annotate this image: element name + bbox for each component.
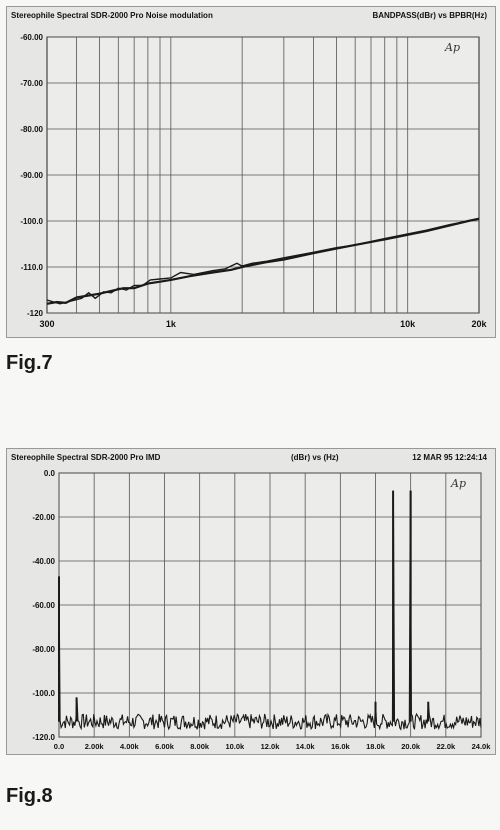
x-tick-label: 24.0k [471,742,491,751]
x-tick-label: 16.0k [330,742,350,751]
y-tick-label: -100.0 [32,689,55,698]
imd-chart-svg [32,469,491,751]
chart-title: Stereophile Spectral SDR-2000 Pro IMD [11,453,161,462]
x-tick-label: 0.0 [53,742,65,751]
y-tick-label: -80.00 [32,645,55,654]
plot-area [32,469,491,751]
x-tick-label: 14.0k [295,742,315,751]
chart-header [11,451,491,465]
noise-modulation-chart-svg [20,33,487,329]
x-tick-label: 18.0k [366,742,385,751]
chart-title: Stereophile Spectral SDR-2000 Pro Noise modulation [11,11,213,20]
audio-precision-logo: Ap [445,41,460,54]
figure-8-imd [6,448,496,755]
y-tick-label: -110.0 [20,263,43,272]
x-tick-label: 2.00k [84,742,104,751]
y-tick-label: -60.00 [20,33,43,42]
y-tick-label: -20.00 [32,513,55,522]
x-tick-label: 10.0k [225,742,245,751]
x-tick-label: 20.0k [401,742,421,751]
x-tick-label: 8.00k [190,742,210,751]
x-tick-label: 4.00k [119,742,139,751]
x-tick-label: 6.00k [155,742,174,751]
y-tick-label: -90.00 [20,171,43,180]
chart-axes-descriptor: (dBr) vs (Hz) [291,453,339,462]
x-tick-label: 12.0k [260,742,280,751]
y-tick-label: -120 [26,309,43,318]
x-tick-label: 10k [400,319,416,329]
y-tick-label: -100.0 [20,217,43,226]
x-tick-label: 20k [471,319,487,329]
chart-timestamp: 12 MAR 95 12:24:14 [412,453,487,462]
chart-axes-descriptor: BANDPASS(dBr) vs BPBR(Hz) [372,11,487,20]
y-tick-label: -120.0 [32,733,55,742]
x-tick-label: 1k [165,319,176,329]
y-tick-label: 0.0 [43,469,55,478]
y-tick-label: -60.00 [32,601,55,610]
x-tick-label: 22.0k [436,742,456,751]
chart-header [11,9,491,23]
audio-precision-logo: Ap [451,477,466,490]
y-tick-label: -80.00 [20,125,43,134]
y-tick-label: -40.00 [32,557,55,566]
y-tick-label: -70.00 [20,79,43,88]
figure-caption-8: Fig.8 [6,785,53,807]
x-tick-label: 300 [39,319,55,329]
plot-area [20,33,487,329]
figure-caption-7: Fig.7 [6,352,53,374]
figure-7-noise-modulation [6,6,496,338]
